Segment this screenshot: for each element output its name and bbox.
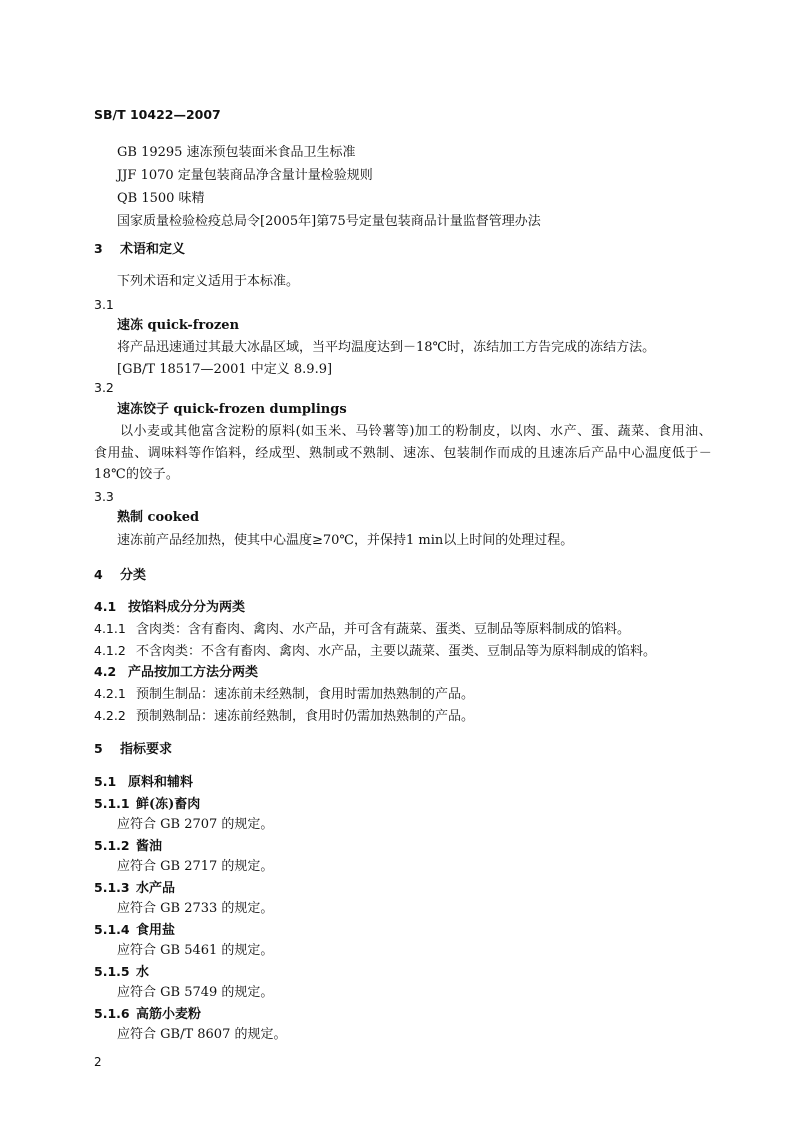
normative-reference: QB 1500 味精 bbox=[117, 191, 205, 206]
clause-4-2-2 bbox=[94, 707, 474, 726]
clause-text: 不含肉类：不含有畜肉、禽肉、水产品，主要以蔬菜、蛋类、豆制品等为原料制成的馅料。 bbox=[136, 644, 657, 659]
clause-number: 4.1 bbox=[94, 599, 117, 614]
clause-4-2-heading bbox=[94, 663, 258, 682]
clause-4-1-heading bbox=[94, 598, 245, 617]
clause-title: 水 bbox=[136, 965, 150, 980]
clause-4-1-2 bbox=[94, 642, 656, 661]
section-number: 3 bbox=[94, 241, 103, 256]
requirement-text: 应符合 GB 2717 的规定。 bbox=[117, 859, 274, 874]
normative-reference: 国家质量检验检疫总局令[2005年]第75号定量包装商品计量监督管理办法 bbox=[117, 214, 541, 229]
clause-text: 预制生制品：速冻前未经熟制，食用时需加热熟制的产品。 bbox=[136, 687, 475, 702]
clause-title: 按馅料成分分为两类 bbox=[128, 600, 246, 615]
clause-number: 4.1.1 bbox=[94, 621, 126, 636]
requirement-text: 应符合 GB 2733 的规定。 bbox=[117, 901, 274, 916]
section-5-heading bbox=[94, 740, 172, 759]
clause-3-2-number: 3.2 bbox=[94, 380, 114, 395]
clause-title: 酱油 bbox=[136, 839, 163, 854]
clause-number: 5.1.1 bbox=[94, 796, 130, 811]
clause-5-1-heading bbox=[94, 773, 193, 792]
clause-title: 高筋小麦粉 bbox=[136, 1007, 202, 1022]
clause-title: 食用盐 bbox=[136, 923, 176, 938]
section-3-heading bbox=[94, 240, 185, 259]
clause-5-1-2-heading bbox=[94, 837, 162, 856]
clause-title: 水产品 bbox=[136, 881, 176, 896]
clause-5-1-3-heading bbox=[94, 879, 175, 898]
clause-number: 4.2 bbox=[94, 664, 117, 679]
definition-source: [GB/T 18517—2001 中定义 8.9.9] bbox=[117, 362, 333, 377]
clause-3-3-number: 3.3 bbox=[94, 489, 114, 504]
clause-number: 5.1.6 bbox=[94, 1006, 130, 1021]
clause-number: 4.2.2 bbox=[94, 708, 126, 723]
clause-5-1-6-heading bbox=[94, 1005, 201, 1024]
clause-number: 5.1.2 bbox=[94, 838, 130, 853]
clause-3-1-number: 3.1 bbox=[94, 297, 114, 312]
term-cooked: 熟制 cooked bbox=[117, 510, 200, 525]
clause-number: 5.1.5 bbox=[94, 964, 130, 979]
requirement-text: 应符合 GB/T 8607 的规定。 bbox=[117, 1027, 287, 1042]
page-number: 2 bbox=[94, 1055, 102, 1069]
clause-4-1-1 bbox=[94, 620, 630, 639]
section-number: 4 bbox=[94, 567, 103, 582]
definition-quick-frozen: 将产品迅速通过其最大冰晶区域，当平均温度达到－18℃时，冻结加工方告完成的冻结方法。 bbox=[117, 340, 656, 355]
section-4-heading bbox=[94, 566, 146, 585]
clause-title: 产品按加工方法分两类 bbox=[128, 665, 259, 680]
clause-number: 4.2.1 bbox=[94, 686, 126, 701]
definition-quick-frozen-dumplings: 以小麦或其他富含淀粉的原料(如玉米、马铃薯等)加工的粉制皮，以肉、水产、蛋、蔬菜、食用油、食用盐、调味料等作馅料，经成型、熟制或不熟制、速冻、包装制作而成的且速冻后产品中心温度低于－18℃的饺子。 bbox=[94, 424, 712, 482]
clause-text: 预制熟制品：速冻前经熟制，食用时仍需加热熟制的产品。 bbox=[136, 709, 475, 724]
clause-number: 5.1 bbox=[94, 774, 117, 789]
term-quick-frozen-dumplings: 速冻饺子 quick-frozen dumplings bbox=[117, 402, 347, 417]
normative-reference: JJF 1070 定量包装商品净含量计量检验规则 bbox=[117, 168, 373, 183]
clause-title: 鲜(冻)畜肉 bbox=[136, 797, 201, 812]
section-title: 术语和定义 bbox=[120, 242, 186, 257]
clause-number: 5.1.4 bbox=[94, 922, 130, 937]
clause-text: 含肉类：含有畜肉、禽肉、水产品，并可含有蔬菜、蛋类、豆制品等原料制成的馅料。 bbox=[136, 622, 631, 637]
requirement-text: 应符合 GB 2707 的规定。 bbox=[117, 817, 274, 832]
clause-number: 4.1.2 bbox=[94, 643, 126, 658]
clause-number: 5.1.3 bbox=[94, 880, 130, 895]
clause-5-1-5-heading bbox=[94, 963, 149, 982]
clause-5-1-1-heading bbox=[94, 795, 200, 814]
requirement-text: 应符合 GB 5749 的规定。 bbox=[117, 985, 274, 1000]
section-number: 5 bbox=[94, 741, 103, 756]
section-title: 分类 bbox=[120, 568, 147, 583]
standard-code-header: SB/T 10422—2007 bbox=[94, 107, 221, 122]
clause-title: 原料和辅料 bbox=[128, 775, 194, 790]
requirement-text: 应符合 GB 5461 的规定。 bbox=[117, 943, 274, 958]
clause-4-2-1 bbox=[94, 685, 474, 704]
normative-reference: GB 19295 速冻预包装面米食品卫生标准 bbox=[117, 145, 356, 160]
section-title: 指标要求 bbox=[120, 742, 173, 757]
clause-5-1-4-heading bbox=[94, 921, 175, 940]
term-quick-frozen: 速冻 quick-frozen bbox=[117, 318, 240, 333]
section-3-intro: 下列术语和定义适用于本标准。 bbox=[117, 274, 300, 289]
definition-cooked: 速冻前产品经加热，使其中心温度≥70℃，并保持1 min以上时间的处理过程。 bbox=[117, 533, 574, 548]
